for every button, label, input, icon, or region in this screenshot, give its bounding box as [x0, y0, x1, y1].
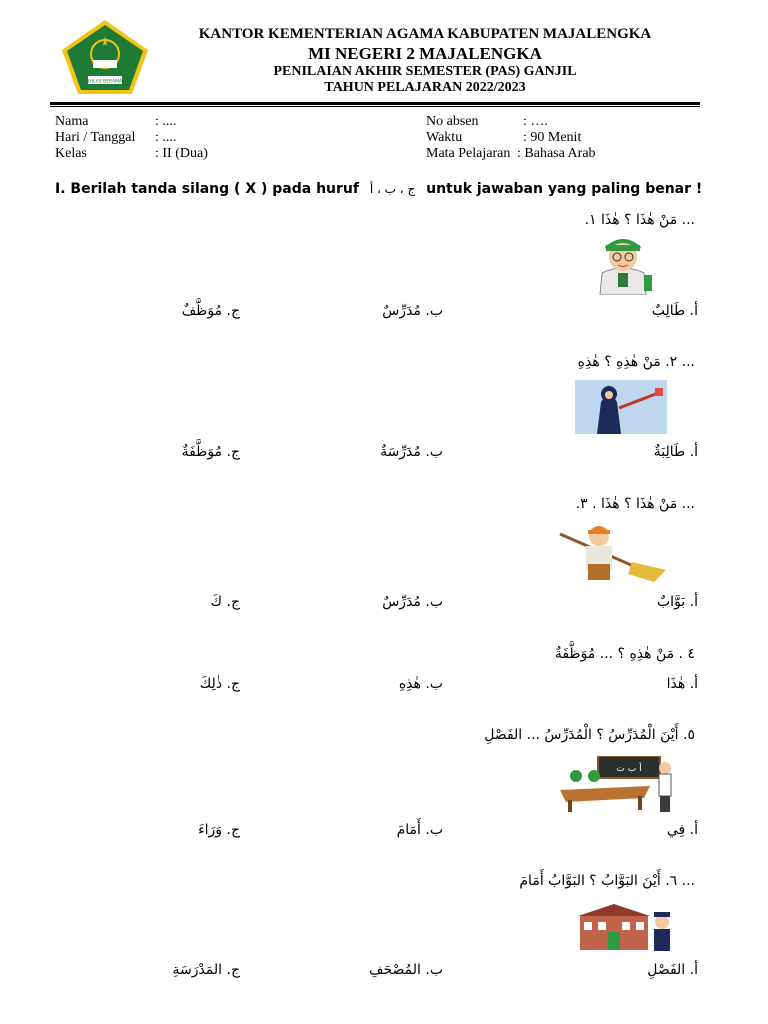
q4-option-b[interactable]: ب. هٰذِهِ	[398, 676, 443, 692]
svg-text:أ ب ت: أ ب ت	[616, 764, 642, 774]
q6-option-c[interactable]: ج. المَدْرَسَةِ	[172, 962, 240, 978]
q2-option-a[interactable]: أ. طَالِبَةٌ	[653, 444, 698, 460]
q3-option-b[interactable]: ب. مُدَرِّسٌ	[382, 594, 443, 610]
waktu-label: Waktu	[426, 130, 463, 145]
nama-label: Nama	[55, 114, 89, 129]
nama-value[interactable]: : ....	[155, 114, 177, 129]
q1-option-b[interactable]: ب. مُدَرِّسٌ	[382, 303, 443, 319]
man-broom-image	[558, 520, 668, 582]
q5-option-c[interactable]: ج. وَرَاءَ	[198, 822, 240, 838]
question-2: ... ٢. مَنْ هٰذِهِ ؟ هٰذِهِ	[577, 354, 695, 370]
header-school-name: MI NEGERI 2 MAJALENGKA	[308, 44, 542, 63]
logo-motto: IKHLAS BERAMAL	[85, 79, 125, 85]
waktu-value: : 90 Menit	[523, 130, 582, 145]
q3-option-a[interactable]: أ. بَوَّابٌ	[657, 594, 698, 610]
woman-sweeping-image	[575, 380, 667, 434]
q3-option-c[interactable]: ج. كَ	[210, 594, 240, 610]
q6-option-a[interactable]: أ. الفَصْلِ	[647, 962, 698, 978]
instruction-text: I. Berilah tanda silang ( X ) pada huruf	[55, 181, 359, 197]
q1-option-a[interactable]: أ. طَالِبٌ	[651, 303, 698, 319]
q1-option-c[interactable]: ج. مُوَظَّفٌ	[181, 303, 240, 319]
school-guard-image	[574, 902, 678, 952]
instruction	[55, 181, 702, 197]
classroom-image	[558, 756, 678, 814]
q2-option-c[interactable]: ج. مُوَظَّفَةٌ	[181, 444, 240, 460]
kelas-value: : II (Dua)	[155, 146, 208, 161]
q4-option-c[interactable]: ج. ذٰلِكَ	[199, 676, 240, 692]
question-6: ... ٦. أَيْنَ البَوَّابُ ؟ البَوَّابُ أَمَامَ	[519, 873, 695, 889]
header-rule-thin	[50, 106, 700, 107]
question-4: ٤ . مَنْ هٰذِهِ ؟ ... مُوَظَّفَةٌ	[554, 646, 695, 662]
instruction-text-2: untuk jawaban yang paling benar !	[426, 181, 703, 197]
instruction-letters: ج ، ب ، أ	[369, 182, 416, 196]
q2-option-b[interactable]: ب. مُدَرِّسَةٌ	[380, 444, 443, 460]
q5-option-a[interactable]: أ. فِي	[666, 822, 698, 838]
absen-label: No absen	[426, 114, 479, 129]
q6-option-b[interactable]: ب. المُصْحَفِ	[369, 962, 443, 978]
question-1: ... مَنْ هٰذَا ؟ هٰذَا ١.	[584, 212, 695, 228]
header-year: TAHUN PELAJARAN 2022/2023	[324, 80, 526, 95]
q5-option-b[interactable]: ب. أَمَامَ	[396, 822, 443, 838]
student-boy-image	[588, 235, 658, 295]
absen-value[interactable]: : ….	[523, 114, 548, 129]
question-5: ٥. أَيْنَ الْمُدَرِّسُ ؟ الْمُدَرِّسُ ... الفَصْلِ	[484, 727, 695, 743]
hari-value[interactable]: : ....	[155, 130, 177, 145]
mapel-label: Mata Pelajaran	[426, 146, 511, 161]
question-3: ... مَنْ هٰذَا ؟ هٰذَا . ٣.	[575, 496, 695, 512]
q4-option-a[interactable]: أ. هٰذَا	[666, 676, 698, 692]
header-rule-thick	[50, 102, 700, 105]
mapel-value: : Bahasa Arab	[517, 146, 596, 161]
header-line-1: KANTOR KEMENTERIAN AGAMA KABUPATEN MAJALENGKA	[198, 26, 652, 42]
kelas-label: Kelas	[55, 146, 87, 161]
hari-label: Hari / Tanggal	[55, 130, 136, 145]
header-exam-title: PENILAIAN AKHIR SEMESTER (PAS) GANJIL	[273, 64, 577, 79]
